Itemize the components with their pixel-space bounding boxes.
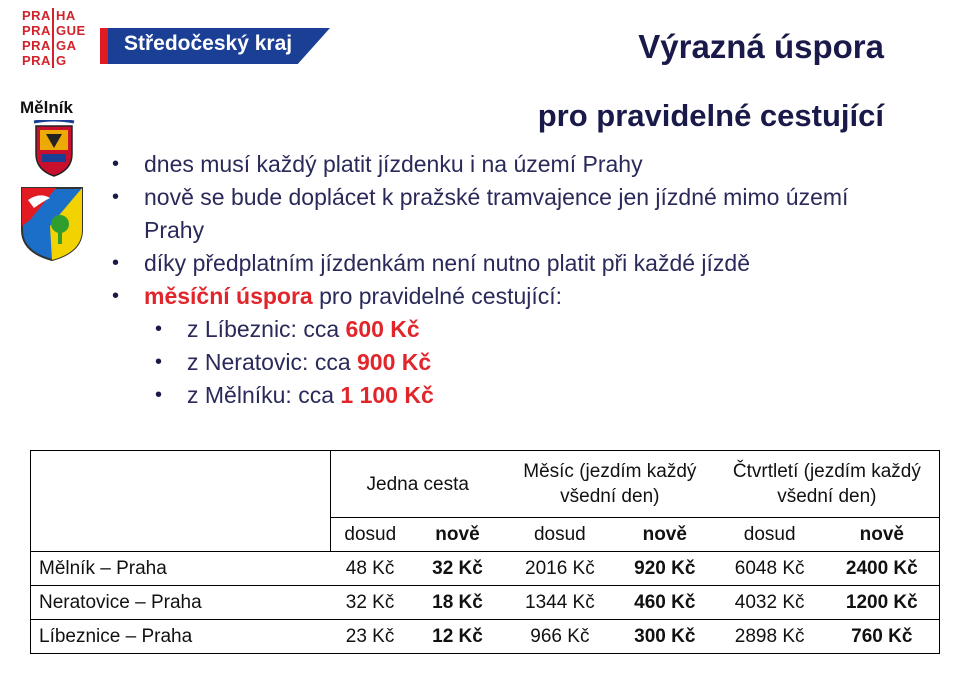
sub-bullet-item xyxy=(112,379,912,412)
price-old: 4032 Kč xyxy=(715,586,825,620)
bullet-text: pro pravidelné cestující: xyxy=(312,283,563,309)
bullet-item: • dnes musí každý platit jízdenku i na území Prahy xyxy=(112,148,912,181)
column-group-header: Jedna cesta xyxy=(330,451,505,518)
page-subtitle: pro pravidelné cestující xyxy=(537,98,884,133)
price-new: 300 Kč xyxy=(615,620,715,654)
price-old: 6048 Kč xyxy=(715,552,825,586)
fare-table xyxy=(30,450,940,654)
sub-bullet-text: z Neratovic: cca xyxy=(187,349,357,375)
sub-bullet-item xyxy=(112,346,912,379)
price-old: 2898 Kč xyxy=(715,620,825,654)
price-new: 2400 Kč xyxy=(825,552,940,586)
bullet-list xyxy=(112,148,912,412)
price-old: 23 Kč xyxy=(330,620,410,654)
subheader-new: nově xyxy=(825,518,940,552)
column-group-header: Měsíc (jezdím každý všední den) xyxy=(505,451,715,518)
price-new: 760 Kč xyxy=(825,620,940,654)
route-cell: Neratovice – Praha xyxy=(31,586,331,620)
praha-logo-text: GA xyxy=(56,38,77,53)
sub-bullet-item xyxy=(112,313,912,346)
price-old: 2016 Kč xyxy=(505,552,615,586)
praha-logo xyxy=(22,8,86,68)
price-old: 48 Kč xyxy=(330,552,410,586)
subheader-old: dosud xyxy=(715,518,825,552)
bullet-item: • díky předplatním jízdenkám není nutno platit při každé jízdě xyxy=(112,247,912,280)
bullet-item xyxy=(112,280,912,313)
municipal-shield-icon xyxy=(20,186,84,262)
praha-logo-text: PRA xyxy=(22,8,51,23)
subheader-old: dosud xyxy=(505,518,615,552)
price-new: 460 Kč xyxy=(615,586,715,620)
route-cell: Mělník – Praha xyxy=(31,552,331,586)
table-row xyxy=(31,552,940,586)
price-new: 32 Kč xyxy=(410,552,505,586)
subheader-new: nově xyxy=(615,518,715,552)
praha-logo-text: PRA xyxy=(22,53,51,68)
subheader-new: nově xyxy=(410,518,505,552)
sub-bullet-text: z Mělníku: cca xyxy=(187,382,341,408)
table-row xyxy=(31,620,940,654)
price-new: 12 Kč xyxy=(410,620,505,654)
kraj-logo-accent xyxy=(100,28,108,64)
praha-logo-text: HA xyxy=(56,8,76,23)
table-corner-cell xyxy=(31,518,331,552)
table-corner-cell xyxy=(31,451,331,518)
route-cell: Líbeznice – Praha xyxy=(31,620,331,654)
praha-logo-divider xyxy=(52,8,54,68)
melnik-logo-text: Mělník xyxy=(20,98,73,117)
praha-logo-text: PRA xyxy=(22,23,51,38)
saving-value: 600 Kč xyxy=(345,316,420,342)
bullet-emphasis: měsíční úspora xyxy=(144,283,313,309)
melnik-crest-icon xyxy=(32,120,76,178)
praha-logo-text: GUE xyxy=(56,23,86,38)
price-old: 1344 Kč xyxy=(505,586,615,620)
saving-value: 1 100 Kč xyxy=(340,382,434,408)
subheader-old: dosud xyxy=(330,518,410,552)
praha-logo-text: G xyxy=(56,53,67,68)
table-row xyxy=(31,586,940,620)
price-new: 1200 Kč xyxy=(825,586,940,620)
price-new: 920 Kč xyxy=(615,552,715,586)
price-old: 32 Kč xyxy=(330,586,410,620)
column-group-header: Čtvrtletí (jezdím každý všední den) xyxy=(715,451,940,518)
saving-value: 900 Kč xyxy=(357,349,432,375)
bullet-item: • nově se bude doplácet k pražské tramvajence jen jízdné mimo území Prahy xyxy=(112,181,912,247)
sub-bullet-text: z Líbeznic: cca xyxy=(187,316,346,342)
price-old: 966 Kč xyxy=(505,620,615,654)
praha-logo-text: PRA xyxy=(22,38,51,53)
price-new: 18 Kč xyxy=(410,586,505,620)
page-title: Výrazná úspora xyxy=(638,28,884,65)
kraj-logo-text: Středočeský kraj xyxy=(124,32,293,55)
